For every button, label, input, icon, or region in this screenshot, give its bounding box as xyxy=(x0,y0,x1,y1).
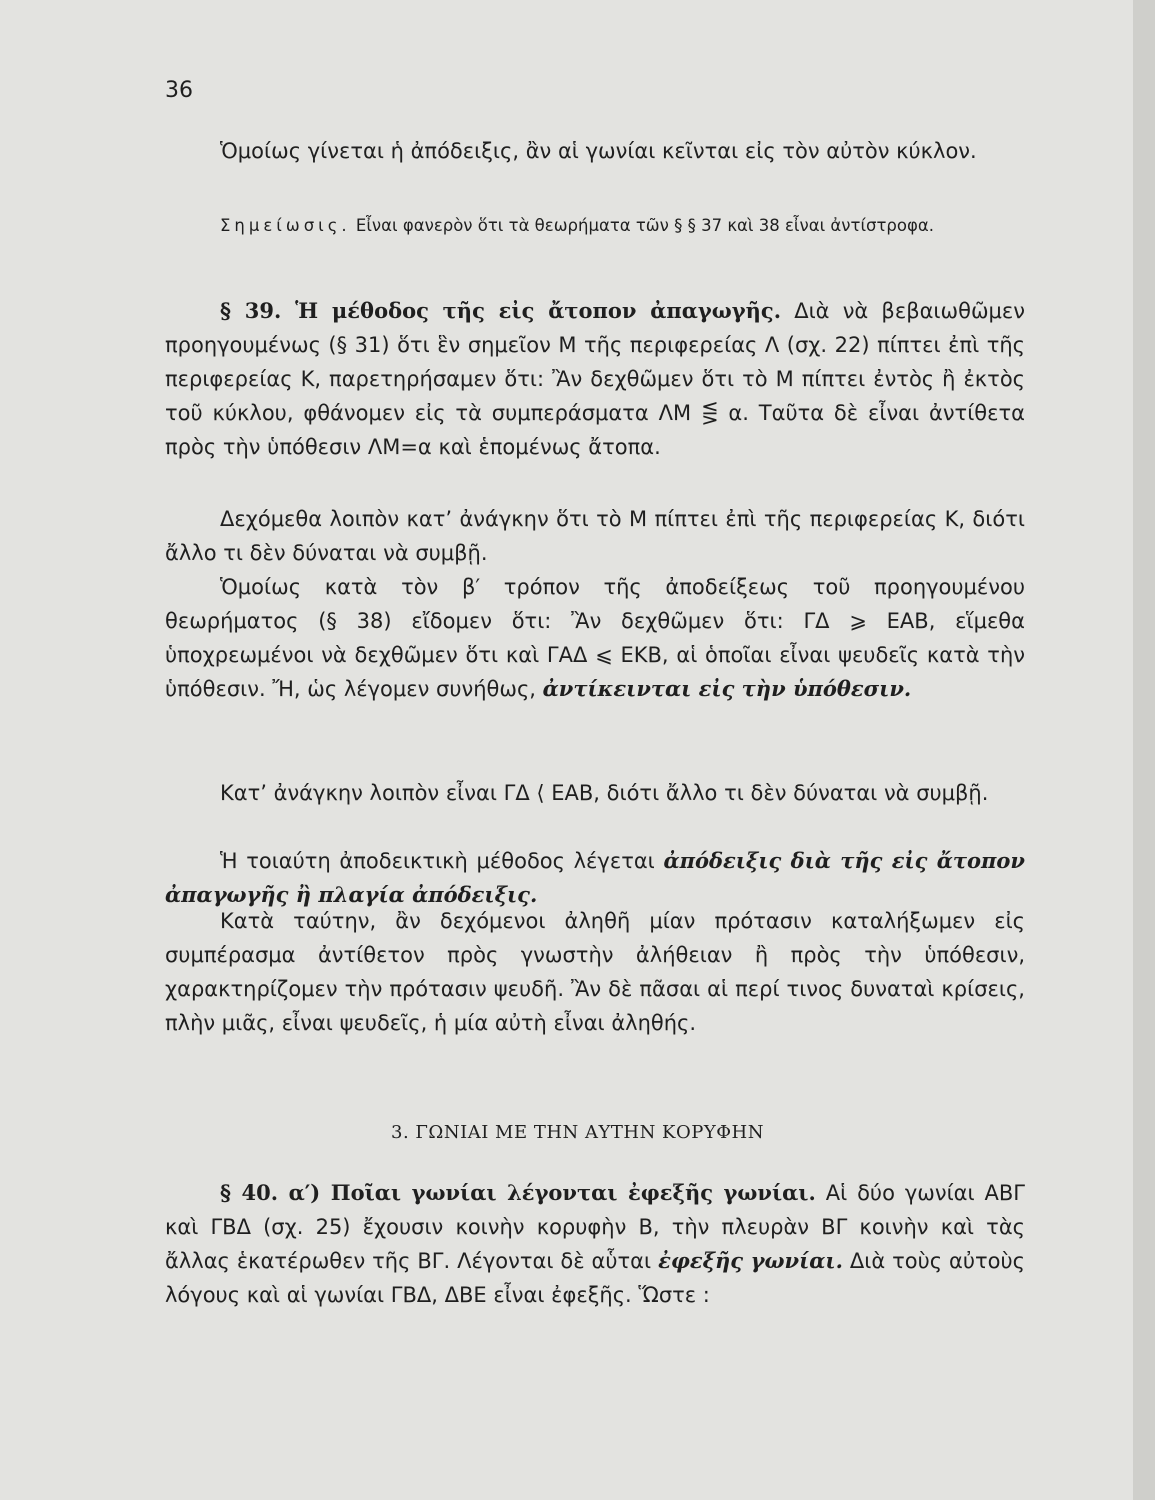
paragraph-text: Κατὰ ταύτην, ἂν δεχόμενοι ἀληθῆ μίαν πρότασιν καταλήξωμεν εἰς συμπέρασμα ἀντίθετον πρὸς γνωστὴν ἀλήθειαν ἢ πρὸς τὴν ὑπόθεσιν, χαρακτηρίζομεν τὴν πρότασιν ψευδῆ. Ἂν δὲ πᾶσαι αἱ περί τινος δυναταὶ κρίσεις, πλὴν μιᾶς, εἶναι ψευδεῖς, ἡ μία αὐτὴ εἶναι ἀληθής. xyxy=(165,909,1025,1035)
emphasis-text: ἀντίκεινται εἰς τὴν ὑπόθεσιν. xyxy=(542,676,912,701)
paragraph-text: Κατ’ ἀνάγκην λοιπὸν εἶναι ΓΔ ⟨ ΕΑΒ, διότι ἄλλο τι δὲν δύναται νὰ συμβῇ. xyxy=(220,781,989,805)
paragraph-text: Ὁμοίως γίνεται ἡ ἀπόδειξις, ἂν αἱ γωνίαι κεῖνται εἰς τὸν αὐτὸν κύκλον. xyxy=(220,139,977,163)
note-label: Σημείωσις. xyxy=(220,216,351,235)
section-39 xyxy=(165,294,1025,464)
page-edge-shadow xyxy=(1133,0,1155,1500)
paragraph-body: Ὁμοίως κατὰ τὸν β′ τρόπον τῆς ἀποδείξεως τοῦ προηγουμένου θεωρήματος (§ 38) εἴδομεν ὅτι: Ἂν δεχθῶμεν ὅτι: ΓΔ ⩾ ΕΑΒ, εἵμεθα ὑποχρεωμένοι νὰ δεχθῶμεν ὅτι καὶ ΓΑΔ ⩽ ΕΚΒ, αἱ ὁποῖαι εἶναι ψευδεῖς κατὰ τὴν ὑπόθεσιν. Ἤ, ὡς λέγομεν συνήθως, xyxy=(165,575,1025,701)
section-39-title: § 39. Ἡ μέθοδος τῆς εἰς ἄτοπον ἀπαγωγῆς. xyxy=(220,298,782,323)
emphasis-text: ἐφεξῆς γωνίαι. xyxy=(658,1248,843,1273)
section-heading: 3. ΓΩΝΙΑΙ ΜΕ ΤΗΝ ΑΥΤΗΝ ΚΟΡΥΦΗΝ xyxy=(391,1122,764,1143)
paragraph-body: Ἡ τοιαύτη ἀποδεικτικὴ μέθοδος λέγεται xyxy=(220,849,664,873)
section-40-text-1: Αἱ δύο γωνίαι ΑΒΓ καὶ ΓΒΔ (σχ. 25) ἔχουσιν κοινὴν κορυφὴν Β, τὴν πλευρὰν ΒΓ κοινὴν καὶ τὰς ἄλλας ἑκατέρωθεν τῆς ΒΓ. Λέγονται δὲ αὗται xyxy=(165,1181,1025,1273)
paragraph-method-explanation xyxy=(165,904,1025,1040)
paragraph-conclusion xyxy=(165,502,1025,570)
note-text xyxy=(165,212,1025,240)
paragraph-text xyxy=(165,844,1025,912)
paragraph-similar-proof xyxy=(165,134,1025,168)
paragraph-second-method xyxy=(165,570,1025,706)
section-40 xyxy=(165,1176,1025,1312)
section-39-text: Διὰ νὰ βεβαιωθῶμεν προηγουμένως (§ 31) ὅτι ἓν σημεῖον Μ τῆς περιφερείας Λ (σχ. 22) πίπτει ἐπὶ τῆς περιφερείας Κ, παρετηρήσαμεν ὅτι: Ἂν δεχθῶμεν ὅτι τὸ Μ πίπτει ἐντὸς ἢ ἐκτὸς τοῦ κύκλου, φθάνομεν εἰς τὰ συμπεράσματα ΛΜ ⋚ α. Ταῦτα δὲ εἶναι ἀντίθετα πρὸς τὴν ὑπόθεσιν ΛΜ=α καὶ ἑπομένως ἄτοπα. xyxy=(165,299,1026,459)
paragraph-necessity xyxy=(165,776,1025,810)
note-paragraph xyxy=(165,212,1025,240)
paragraph-text: Δεχόμεθα λοιπὸν κατ’ ἀνάγκην ὅτι τὸ Μ πίπτει ἐπὶ τῆς περιφερείας Κ, διότι ἄλλο τι δὲν δύναται νὰ συμβῇ. xyxy=(165,507,1025,565)
section-40-title: § 40. α′) Ποῖαι γωνίαι λέγονται ἐφεξῆς γωνίαι. xyxy=(220,1180,816,1205)
note-body: Εἶναι φανερὸν ὅτι τὰ θεωρήματα τῶν § § 37 καὶ 38 εἶναι ἀντίστροφα. xyxy=(350,216,934,235)
section-39-paragraph xyxy=(165,294,1025,464)
section-40-paragraph xyxy=(165,1176,1025,1312)
page-number: 36 xyxy=(165,78,193,103)
paragraph-text xyxy=(165,570,1025,706)
emphasis-text: ἀπόδειξις διὰ τῆς εἰς ἄτοπον ἀπαγωγῆς ἢ πλαγία ἀπόδειξις. xyxy=(165,848,1025,907)
paragraph-definition xyxy=(165,844,1025,912)
section-40-text-2: Διὰ τοὺς αὐτοὺς λόγους καὶ αἱ γωνίαι ΓΒΔ, ΔΒΕ εἶναι ἐφεξῆς. Ὥστε : xyxy=(165,1249,1025,1307)
